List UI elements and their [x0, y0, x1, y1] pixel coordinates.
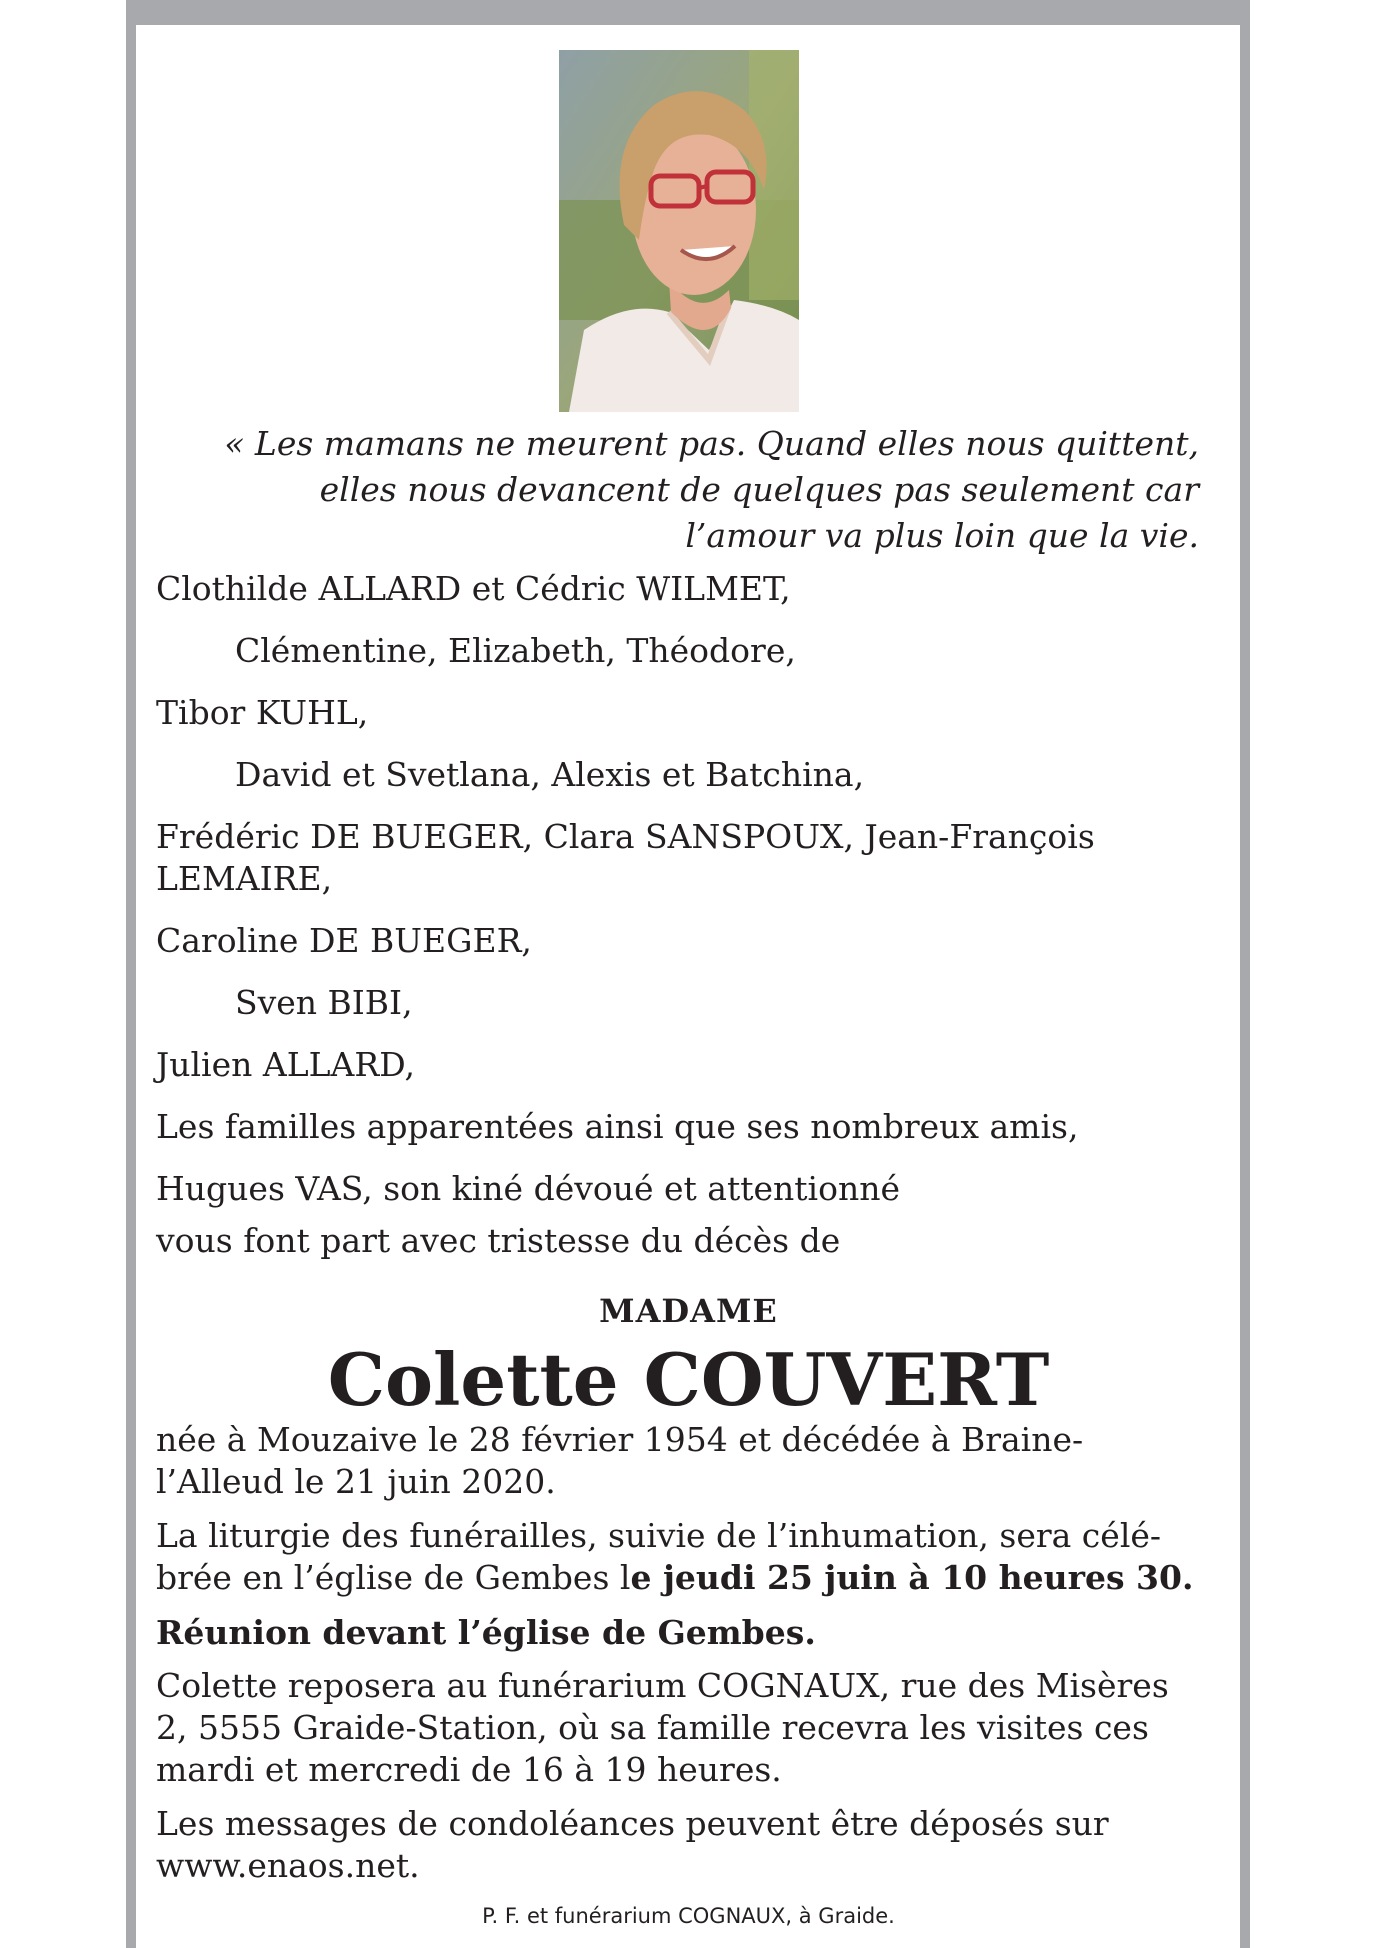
family-line: Tibor KUHL, [156, 693, 369, 732]
honorific: MADAME [599, 1292, 778, 1330]
liturgy-text: La liturgie des funérailles, suivie de l’inhumation, sera célé-brée en l’église de Gembes l [156, 1516, 1162, 1597]
family-line: Sven BIBI, [235, 983, 413, 1022]
family-line: Frédéric DE BUEGER, Clara SANSPOUX, Jean-François [156, 817, 1095, 856]
family-line: Clémentine, Elizabeth, Théodore, [235, 631, 796, 670]
family-line: LEMAIRE, [156, 859, 333, 898]
family-line: vous font part avec tristesse du décès de [156, 1221, 841, 1260]
family-line: Julien ALLARD, [156, 1045, 415, 1084]
quote-line: elles nous devancent de quelques pas seulement car [319, 470, 1199, 509]
visitation-info: Colette reposera au funérarium COGNAUX, rue des Misères 2, 5555 Graide-Station, où sa famille recevra les visites ces mardi et mercredi de 16 à 19 heures. [156, 1666, 1169, 1789]
family-line: Caroline DE BUEGER, [156, 921, 532, 960]
quote-line: « Les mamans ne meurent pas. Quand elles nous quittent, [224, 424, 1199, 463]
quote-line: l’amour va plus loin que la vie. [685, 516, 1199, 555]
family-line: Clothilde ALLARD et Cédric WILMET, [156, 569, 791, 608]
funeral-liturgy [156, 1515, 1196, 1599]
birth-death-info: née à Mouzaive le 28 février 1954 et décédée à Braine-l’Alleud le 21 juin 2020. [156, 1420, 1084, 1501]
liturgy-date: e jeudi 25 juin à 10 heures 30. [630, 1558, 1194, 1597]
deceased-name: Colette COUVERT [327, 1337, 1050, 1422]
portrait-photo [559, 50, 799, 412]
family-line: Les familles apparentées ainsi que ses nombreux amis, [156, 1107, 1079, 1146]
family-line: Hugues VAS, son kiné dévoué et attentionné [156, 1169, 900, 1208]
meeting-info: Réunion devant l’église de Gembes. [156, 1613, 816, 1652]
family-line: David et Svetlana, Alexis et Batchina, [235, 755, 865, 794]
condolences-info: Les messages de condoléances peuvent être déposés sur www.enaos.net. [156, 1804, 1109, 1885]
funeral-home-credit: P. F. et funérarium COGNAUX, à Graide. [482, 1904, 895, 1928]
epigraph-quote [219, 421, 1199, 559]
